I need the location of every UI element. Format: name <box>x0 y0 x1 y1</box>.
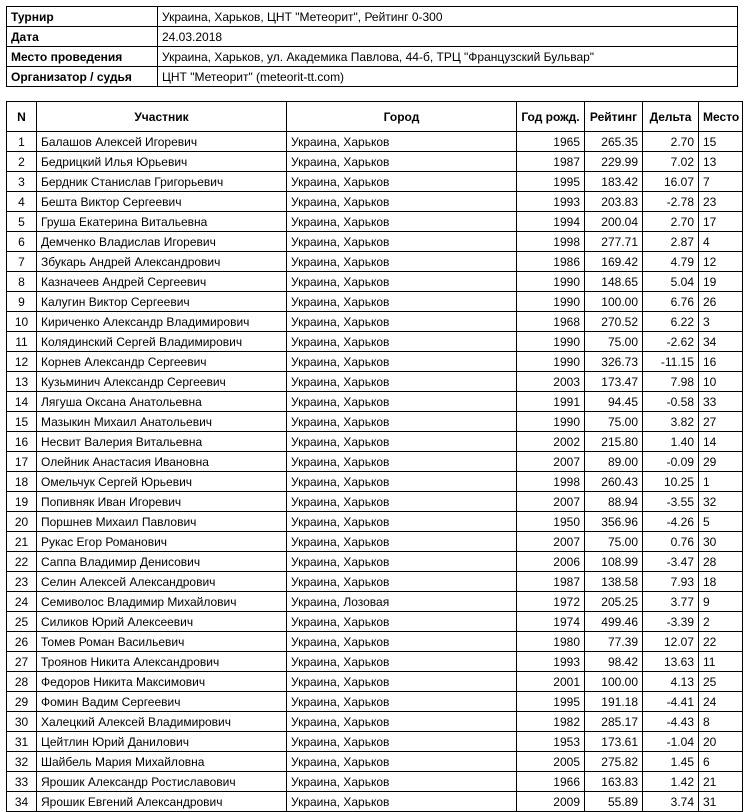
cell-delta: 7.93 <box>643 572 699 592</box>
cell-rating: 75.00 <box>585 412 643 432</box>
cell-delta: -3.39 <box>643 612 699 632</box>
cell-place: 19 <box>699 272 743 292</box>
cell-birth-year: 1987 <box>517 572 585 592</box>
cell-delta: -2.78 <box>643 192 699 212</box>
cell-participant: Олейник Анастасия Ивановна <box>37 452 287 472</box>
date-row <box>7 27 738 47</box>
cell-birth-year: 1980 <box>517 632 585 652</box>
cell-birth-year: 1995 <box>517 692 585 712</box>
cell-rating: 75.00 <box>585 532 643 552</box>
cell-place: 23 <box>699 192 743 212</box>
cell-place: 25 <box>699 672 743 692</box>
cell-number: 3 <box>7 172 37 192</box>
tournament-row <box>7 7 738 27</box>
cell-city: Украина, Харьков <box>287 352 517 372</box>
cell-number: 11 <box>7 332 37 352</box>
cell-delta: -0.58 <box>643 392 699 412</box>
venue-value: Украина, Харьков, ул. Академика Павлова, 44-б, ТРЦ "Французский Бульвар" <box>158 47 738 67</box>
cell-place: 16 <box>699 352 743 372</box>
cell-participant: Колядинский Сергей Владимирович <box>37 332 287 352</box>
cell-place: 10 <box>699 372 743 392</box>
cell-place: 3 <box>699 312 743 332</box>
cell-delta: -4.41 <box>643 692 699 712</box>
date-value: 24.03.2018 <box>158 27 738 47</box>
cell-delta: 1.45 <box>643 752 699 772</box>
cell-number: 15 <box>7 412 37 432</box>
cell-rating: 75.00 <box>585 332 643 352</box>
cell-city: Украина, Харьков <box>287 372 517 392</box>
table-row <box>7 572 743 592</box>
table-row <box>7 552 743 572</box>
cell-place: 2 <box>699 612 743 632</box>
cell-participant: Балашов Алексей Игоревич <box>37 132 287 152</box>
cell-rating: 191.18 <box>585 692 643 712</box>
header-city: Город <box>287 102 517 132</box>
cell-birth-year: 1990 <box>517 272 585 292</box>
cell-place: 28 <box>699 552 743 572</box>
cell-place: 18 <box>699 572 743 592</box>
cell-participant: Ярошик Евгений Александрович <box>37 792 287 812</box>
cell-place: 15 <box>699 132 743 152</box>
cell-place: 13 <box>699 152 743 172</box>
cell-participant: Несвит Валерия Витальевна <box>37 432 287 452</box>
table-row <box>7 592 743 612</box>
cell-city: Украина, Харьков <box>287 212 517 232</box>
cell-rating: 173.47 <box>585 372 643 392</box>
cell-number: 12 <box>7 352 37 372</box>
cell-city: Украина, Харьков <box>287 472 517 492</box>
cell-participant: Кузьминич Александр Сергеевич <box>37 372 287 392</box>
cell-participant: Бердник Станислав Григорьевич <box>37 172 287 192</box>
cell-rating: 285.17 <box>585 712 643 732</box>
cell-place: 24 <box>699 692 743 712</box>
cell-city: Украина, Харьков <box>287 712 517 732</box>
cell-delta: 2.70 <box>643 132 699 152</box>
cell-participant: Саппа Владимир Денисович <box>37 552 287 572</box>
cell-birth-year: 1998 <box>517 472 585 492</box>
cell-delta: 0.76 <box>643 532 699 552</box>
cell-delta: -3.47 <box>643 552 699 572</box>
cell-city: Украина, Харьков <box>287 252 517 272</box>
cell-city: Украина, Харьков <box>287 752 517 772</box>
cell-rating: 55.89 <box>585 792 643 812</box>
cell-delta: 7.98 <box>643 372 699 392</box>
cell-place: 7 <box>699 172 743 192</box>
cell-number: 30 <box>7 712 37 732</box>
cell-city: Украина, Харьков <box>287 612 517 632</box>
cell-city: Украина, Харьков <box>287 412 517 432</box>
table-row <box>7 752 743 772</box>
cell-place: 32 <box>699 492 743 512</box>
table-row <box>7 632 743 652</box>
cell-birth-year: 1966 <box>517 772 585 792</box>
cell-place: 20 <box>699 732 743 752</box>
header-place: Место <box>699 102 743 132</box>
cell-participant: Шайбель Мария Михайловна <box>37 752 287 772</box>
cell-city: Украина, Харьков <box>287 192 517 212</box>
cell-city: Украина, Харьков <box>287 152 517 172</box>
cell-number: 18 <box>7 472 37 492</box>
cell-number: 17 <box>7 452 37 472</box>
cell-number: 2 <box>7 152 37 172</box>
results-table <box>6 101 743 812</box>
cell-number: 14 <box>7 392 37 412</box>
cell-birth-year: 1990 <box>517 332 585 352</box>
cell-number: 27 <box>7 652 37 672</box>
cell-participant: Семиволос Владимир Михайлович <box>37 592 287 612</box>
cell-number: 1 <box>7 132 37 152</box>
cell-birth-year: 2002 <box>517 432 585 452</box>
table-row <box>7 272 743 292</box>
cell-birth-year: 2001 <box>517 672 585 692</box>
cell-number: 13 <box>7 372 37 392</box>
table-row <box>7 712 743 732</box>
table-row <box>7 532 743 552</box>
cell-participant: Казначеев Андрей Сергеевич <box>37 272 287 292</box>
cell-number: 9 <box>7 292 37 312</box>
cell-birth-year: 1990 <box>517 352 585 372</box>
table-row <box>7 492 743 512</box>
cell-number: 33 <box>7 772 37 792</box>
cell-delta: 6.76 <box>643 292 699 312</box>
cell-rating: 94.45 <box>585 392 643 412</box>
cell-city: Украина, Харьков <box>287 652 517 672</box>
cell-rating: 89.00 <box>585 452 643 472</box>
cell-delta: 12.07 <box>643 632 699 652</box>
table-row <box>7 392 743 412</box>
table-row <box>7 412 743 432</box>
cell-birth-year: 1998 <box>517 232 585 252</box>
cell-birth-year: 1972 <box>517 592 585 612</box>
cell-birth-year: 2005 <box>517 752 585 772</box>
cell-rating: 205.25 <box>585 592 643 612</box>
cell-delta: 4.79 <box>643 252 699 272</box>
cell-number: 7 <box>7 252 37 272</box>
cell-number: 20 <box>7 512 37 532</box>
cell-place: 29 <box>699 452 743 472</box>
cell-number: 4 <box>7 192 37 212</box>
cell-city: Украина, Харьков <box>287 552 517 572</box>
cell-delta: -11.15 <box>643 352 699 372</box>
header-participant: Участник <box>37 102 287 132</box>
cell-birth-year: 1974 <box>517 612 585 632</box>
header-rating: Рейтинг <box>585 102 643 132</box>
cell-birth-year: 2009 <box>517 792 585 812</box>
cell-place: 30 <box>699 532 743 552</box>
cell-birth-year: 1950 <box>517 512 585 532</box>
cell-number: 10 <box>7 312 37 332</box>
table-row <box>7 312 743 332</box>
cell-place: 12 <box>699 252 743 272</box>
results-header-row <box>7 102 743 132</box>
cell-place: 4 <box>699 232 743 252</box>
cell-place: 5 <box>699 512 743 532</box>
cell-delta: 6.22 <box>643 312 699 332</box>
cell-rating: 77.39 <box>585 632 643 652</box>
cell-rating: 265.35 <box>585 132 643 152</box>
cell-place: 11 <box>699 652 743 672</box>
cell-city: Украина, Харьков <box>287 492 517 512</box>
cell-place: 9 <box>699 592 743 612</box>
cell-participant: Кириченко Александр Владимирович <box>37 312 287 332</box>
cell-place: 31 <box>699 792 743 812</box>
cell-birth-year: 1986 <box>517 252 585 272</box>
cell-delta: 3.82 <box>643 412 699 432</box>
cell-rating: 499.46 <box>585 612 643 632</box>
cell-birth-year: 1994 <box>517 212 585 232</box>
cell-participant: Омельчук Сергей Юрьевич <box>37 472 287 492</box>
cell-participant: Бешта Виктор Сергеевич <box>37 192 287 212</box>
cell-city: Украина, Харьков <box>287 392 517 412</box>
table-row <box>7 352 743 372</box>
cell-birth-year: 2006 <box>517 552 585 572</box>
cell-birth-year: 1953 <box>517 732 585 752</box>
cell-place: 1 <box>699 472 743 492</box>
organizer-row <box>7 67 738 87</box>
cell-delta: 3.77 <box>643 592 699 612</box>
table-row <box>7 692 743 712</box>
cell-birth-year: 1982 <box>517 712 585 732</box>
cell-participant: Халецкий Алексей Владимирович <box>37 712 287 732</box>
cell-city: Украина, Харьков <box>287 232 517 252</box>
cell-city: Украина, Харьков <box>287 132 517 152</box>
venue-label: Место проведения <box>7 47 158 67</box>
table-row <box>7 512 743 532</box>
table-row <box>7 132 743 152</box>
cell-participant: Корнев Александр Сергеевич <box>37 352 287 372</box>
cell-city: Украина, Харьков <box>287 692 517 712</box>
cell-participant: Мазыкин Михаил Анатольевич <box>37 412 287 432</box>
table-row <box>7 652 743 672</box>
cell-participant: Груша Екатерина Витальевна <box>37 212 287 232</box>
cell-rating: 260.43 <box>585 472 643 492</box>
cell-city: Украина, Харьков <box>287 292 517 312</box>
cell-place: 6 <box>699 752 743 772</box>
cell-rating: 200.04 <box>585 212 643 232</box>
cell-place: 21 <box>699 772 743 792</box>
cell-participant: Селин Алексей Александрович <box>37 572 287 592</box>
cell-number: 22 <box>7 552 37 572</box>
cell-rating: 356.96 <box>585 512 643 532</box>
table-row <box>7 452 743 472</box>
cell-rating: 229.99 <box>585 152 643 172</box>
table-row <box>7 212 743 232</box>
cell-birth-year: 1991 <box>517 392 585 412</box>
cell-rating: 326.73 <box>585 352 643 372</box>
cell-number: 34 <box>7 792 37 812</box>
cell-participant: Бедрицкий Илья Юрьевич <box>37 152 287 172</box>
cell-city: Украина, Харьков <box>287 432 517 452</box>
cell-rating: 108.99 <box>585 552 643 572</box>
table-row <box>7 232 743 252</box>
cell-rating: 138.58 <box>585 572 643 592</box>
cell-number: 8 <box>7 272 37 292</box>
cell-rating: 270.52 <box>585 312 643 332</box>
cell-city: Украина, Харьков <box>287 672 517 692</box>
cell-number: 28 <box>7 672 37 692</box>
cell-city: Украина, Харьков <box>287 772 517 792</box>
cell-birth-year: 1993 <box>517 652 585 672</box>
cell-city: Украина, Харьков <box>287 332 517 352</box>
cell-birth-year: 2007 <box>517 532 585 552</box>
table-row <box>7 432 743 452</box>
cell-city: Украина, Харьков <box>287 272 517 292</box>
cell-delta: -0.09 <box>643 452 699 472</box>
table-row <box>7 252 743 272</box>
cell-place: 33 <box>699 392 743 412</box>
cell-rating: 215.80 <box>585 432 643 452</box>
cell-participant: Фомин Вадим Сергеевич <box>37 692 287 712</box>
cell-participant: Томев Роман Васильевич <box>37 632 287 652</box>
cell-place: 22 <box>699 632 743 652</box>
cell-number: 24 <box>7 592 37 612</box>
cell-city: Украина, Харьков <box>287 632 517 652</box>
cell-participant: Силиков Юрий Алексеевич <box>37 612 287 632</box>
cell-rating: 163.83 <box>585 772 643 792</box>
cell-delta: 5.04 <box>643 272 699 292</box>
cell-participant: Збукарь Андрей Александрович <box>37 252 287 272</box>
table-row <box>7 772 743 792</box>
cell-delta: 16.07 <box>643 172 699 192</box>
table-row <box>7 192 743 212</box>
cell-number: 26 <box>7 632 37 652</box>
cell-rating: 183.42 <box>585 172 643 192</box>
header-birth-year: Год рожд. <box>517 102 585 132</box>
cell-place: 27 <box>699 412 743 432</box>
cell-number: 31 <box>7 732 37 752</box>
cell-number: 29 <box>7 692 37 712</box>
table-row <box>7 612 743 632</box>
cell-number: 25 <box>7 612 37 632</box>
header-delta: Дельта <box>643 102 699 132</box>
cell-rating: 148.65 <box>585 272 643 292</box>
organizer-label: Организатор / судья <box>7 67 158 87</box>
cell-participant: Демченко Владислав Игоревич <box>37 232 287 252</box>
cell-city: Украина, Харьков <box>287 532 517 552</box>
tournament-info-table <box>6 6 738 87</box>
cell-number: 5 <box>7 212 37 232</box>
cell-participant: Цейтлин Юрий Данилович <box>37 732 287 752</box>
cell-participant: Лягуша Оксана Анатольевна <box>37 392 287 412</box>
cell-delta: 3.74 <box>643 792 699 812</box>
cell-participant: Федоров Никита Максимович <box>37 672 287 692</box>
cell-number: 19 <box>7 492 37 512</box>
cell-delta: -2.62 <box>643 332 699 352</box>
cell-rating: 98.42 <box>585 652 643 672</box>
organizer-value: ЦНТ "Метеорит" (meteorit-tt.com) <box>158 67 738 87</box>
cell-city: Украина, Харьков <box>287 172 517 192</box>
cell-rating: 277.71 <box>585 232 643 252</box>
cell-rating: 169.42 <box>585 252 643 272</box>
table-row <box>7 732 743 752</box>
date-label: Дата <box>7 27 158 47</box>
cell-rating: 100.00 <box>585 672 643 692</box>
cell-city: Украина, Харьков <box>287 512 517 532</box>
cell-delta: 1.40 <box>643 432 699 452</box>
cell-delta: 4.13 <box>643 672 699 692</box>
cell-participant: Попивняк Иван Игоревич <box>37 492 287 512</box>
table-row <box>7 152 743 172</box>
cell-city: Украина, Харьков <box>287 312 517 332</box>
cell-delta: 2.70 <box>643 212 699 232</box>
table-row <box>7 792 743 812</box>
cell-birth-year: 1990 <box>517 292 585 312</box>
cell-city: Украина, Харьков <box>287 452 517 472</box>
table-row <box>7 472 743 492</box>
cell-number: 21 <box>7 532 37 552</box>
table-row <box>7 372 743 392</box>
table-row <box>7 292 743 312</box>
cell-rating: 203.83 <box>585 192 643 212</box>
cell-number: 32 <box>7 752 37 772</box>
cell-participant: Калугин Виктор Сергеевич <box>37 292 287 312</box>
cell-delta: -4.43 <box>643 712 699 732</box>
cell-birth-year: 1993 <box>517 192 585 212</box>
cell-delta: 2.87 <box>643 232 699 252</box>
cell-city: Украина, Харьков <box>287 732 517 752</box>
results-body <box>7 132 743 812</box>
cell-place: 17 <box>699 212 743 232</box>
cell-delta: 13.63 <box>643 652 699 672</box>
cell-number: 16 <box>7 432 37 452</box>
cell-rating: 100.00 <box>585 292 643 312</box>
tournament-value: Украина, Харьков, ЦНТ "Метеорит", Рейтинг 0-300 <box>158 7 738 27</box>
cell-delta: 1.42 <box>643 772 699 792</box>
cell-participant: Поршнев Михаил Павлович <box>37 512 287 532</box>
cell-rating: 173.61 <box>585 732 643 752</box>
cell-delta: -1.04 <box>643 732 699 752</box>
cell-delta: 10.25 <box>643 472 699 492</box>
cell-birth-year: 1968 <box>517 312 585 332</box>
cell-city: Украина, Харьков <box>287 572 517 592</box>
cell-delta: 7.02 <box>643 152 699 172</box>
cell-delta: -4.26 <box>643 512 699 532</box>
table-row <box>7 672 743 692</box>
cell-place: 34 <box>699 332 743 352</box>
cell-participant: Рукас Егор Романович <box>37 532 287 552</box>
venue-row <box>7 47 738 67</box>
cell-number: 23 <box>7 572 37 592</box>
cell-city: Украина, Харьков <box>287 792 517 812</box>
table-row <box>7 172 743 192</box>
cell-birth-year: 1965 <box>517 132 585 152</box>
cell-birth-year: 1995 <box>517 172 585 192</box>
cell-rating: 88.94 <box>585 492 643 512</box>
cell-place: 14 <box>699 432 743 452</box>
cell-rating: 275.82 <box>585 752 643 772</box>
cell-participant: Троянов Никита Александрович <box>37 652 287 672</box>
cell-number: 6 <box>7 232 37 252</box>
cell-place: 26 <box>699 292 743 312</box>
tournament-label: Турнир <box>7 7 158 27</box>
cell-birth-year: 2007 <box>517 452 585 472</box>
cell-participant: Ярошик Александр Ростиславович <box>37 772 287 792</box>
table-row <box>7 332 743 352</box>
cell-place: 8 <box>699 712 743 732</box>
cell-delta: -3.55 <box>643 492 699 512</box>
cell-birth-year: 1987 <box>517 152 585 172</box>
header-number: N <box>7 102 37 132</box>
cell-city: Украина, Лозовая <box>287 592 517 612</box>
cell-birth-year: 1990 <box>517 412 585 432</box>
cell-birth-year: 2003 <box>517 372 585 392</box>
cell-birth-year: 2007 <box>517 492 585 512</box>
